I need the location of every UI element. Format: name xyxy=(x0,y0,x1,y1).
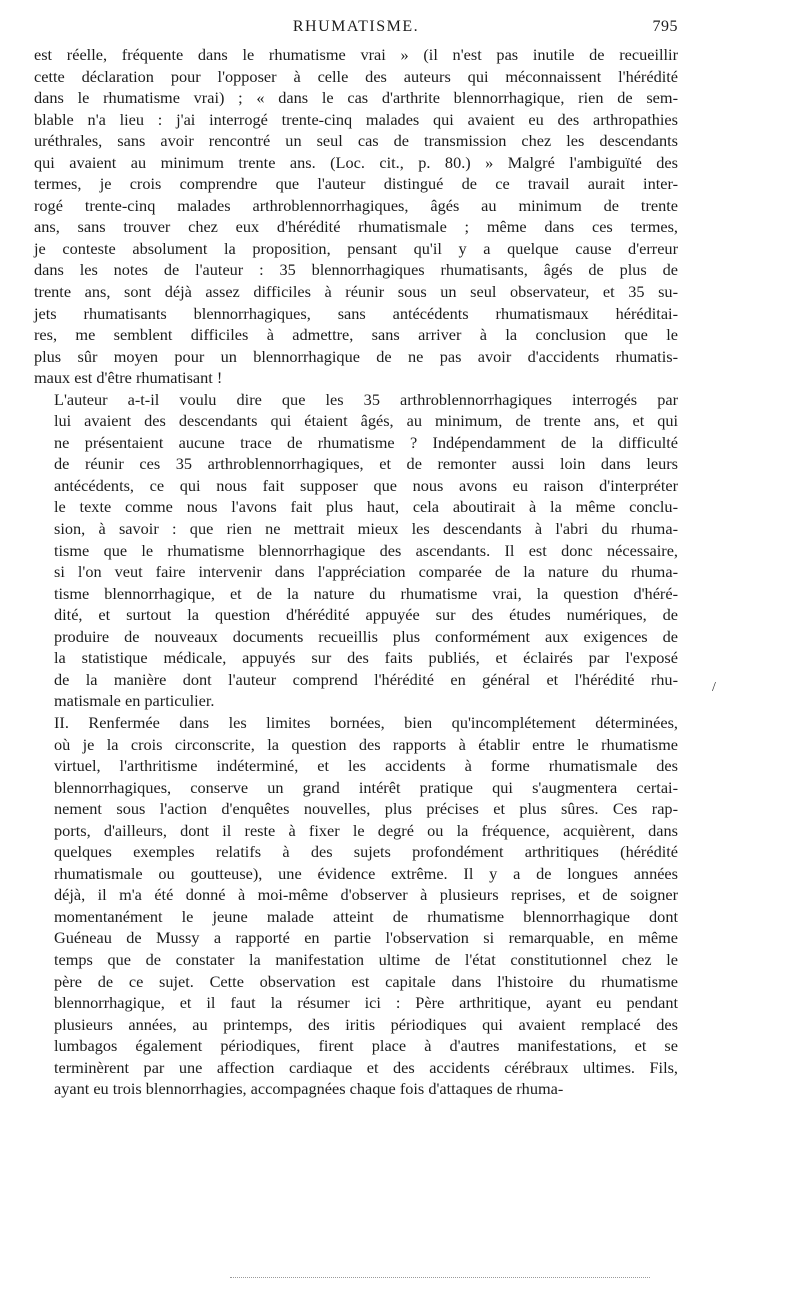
text-line: virtuel, l'arthritisme indéterminé, et les accidents à forme rhumatismale des xyxy=(54,756,678,776)
text-line: père de ce sujet. Cette observation est capitale dans l'histoire du rhumatisme xyxy=(54,971,678,991)
text-line: uréthrales, sans avoir rencontré un seul cas de transmission chez les descendants xyxy=(34,131,678,151)
text-line: ans, sans trouver chez eux d'hérédité rhumatismale ; même dans ces termes, xyxy=(34,217,678,237)
text-line: trente ans, sont déjà assez difficiles à réunir sous un seul observateur, et 35 su- xyxy=(34,282,678,302)
text-line: sion, à savoir : que rien ne mettrait mieux les descendants à l'abri du rhuma- xyxy=(54,519,678,539)
text-line: maux est d'être rhumatisant ! xyxy=(34,368,223,388)
text-line: si l'on veut faire intervenir dans l'appréciation comparée de la nature du rhuma- xyxy=(54,562,678,582)
text-line: dans les notes de l'auteur : 35 blennorrhagiques rhumatisants, âgés de plus de xyxy=(34,260,678,280)
text-line: res, me semblent difficiles à admettre, sans arriver à la conclusion que le xyxy=(34,325,678,345)
text-line: dité, et surtout la question d'hérédité appuyée sur des études numériques, de xyxy=(54,605,678,625)
paragraph xyxy=(34,712,678,1100)
text-line: de réunir ces 35 arthroblennorrhagiques, et de remonter aussi loin dans leurs xyxy=(54,454,678,474)
text-line: momentanément le jeune malade atteint de rhumatisme blennorrhagique dont xyxy=(54,906,678,926)
text-line: cette déclaration pour l'opposer à celle des auteurs qui méconnaissent l'hérédité xyxy=(34,66,678,86)
text-line: temps que de constater la manifestation ultime de l'état constitutionnel chez le xyxy=(54,949,678,969)
text-line: L'auteur a-t-il voulu dire que les 35 arthroblennorrhagiques interrogés par xyxy=(54,389,678,409)
text-line: qui avaient au minimum trente ans. (Loc. cit., p. 80.) » Malgré l'ambiguïté des xyxy=(34,152,678,172)
text-line: ayant eu trois blennorrhagies, accompagnées chaque fois d'attaques de rhuma- xyxy=(54,1079,564,1099)
text-line: ports, d'ailleurs, dont il reste à fixer le degré ou la fréquence, acquièrent, dans xyxy=(54,820,678,840)
book-page xyxy=(34,18,678,1100)
body-text xyxy=(34,44,678,1100)
text-line: où je la crois circonscrite, la question des rapports à établir entre le rhumatisme xyxy=(54,734,678,754)
text-line: plus sûr moyen pour un blennorrhagique de ne pas avoir d'accidents rhumatis- xyxy=(34,346,678,366)
text-line: tisme blennorrhagique, et de la nature du rhumatisme vrai, la question d'héré- xyxy=(54,583,678,603)
text-line: la statistique médicale, appuyés sur des faits publiés, et éclairés par l'exposé xyxy=(54,648,678,668)
running-title: RHUMATISME. xyxy=(292,18,420,35)
text-line: lumbagos également périodiques, firent place à d'autres manifestations, et se xyxy=(54,1036,678,1056)
text-line: ne présentaient aucune trace de rhumatisme ? Indépendamment de la difficulté xyxy=(54,432,678,452)
text-line: plusieurs années, au printemps, des iritis périodiques qui avaient remplacé des xyxy=(54,1014,678,1034)
running-header xyxy=(34,18,678,44)
page-number: 795 xyxy=(652,18,678,35)
text-line: rogé trente-cinq malades arthroblennorrhagiques, âgés au minimum de trente xyxy=(34,195,678,215)
text-line: déjà, il m'a été donné à moi-même d'observer à plusieurs reprises, et de soigner xyxy=(54,885,678,905)
text-line: matismale en particulier. xyxy=(54,691,215,711)
text-line: produire de nouveaux documents recueillis plus conformément aux exigences de xyxy=(54,626,678,646)
text-line: rhumatismale ou goutteuse), une évidence extrême. Il y a de longues années xyxy=(54,863,678,883)
text-line: II. Renfermée dans les limites bornées, bien qu'incomplétement déterminées, xyxy=(54,712,678,732)
text-line: termes, je crois comprendre que l'auteur distingué de ce travail aurait inter- xyxy=(34,174,678,194)
text-line: blennorrhagique, et il faut la résumer ici : Père arthritique, ayant eu pendant xyxy=(54,993,678,1013)
paragraph xyxy=(34,44,678,389)
text-line: Guéneau de Mussy a rapporté en partie l'observation si remarquable, en même xyxy=(54,928,678,948)
text-line: terminèrent par une affection cardiaque et des accidents cérébraux ultimes. Fils, xyxy=(54,1057,678,1077)
text-line: antécédents, ce qui nous fait supposer que nous avons eu raison d'interpréter xyxy=(54,475,678,495)
text-line: nement sous l'action d'enquêtes nouvelles, plus précises et plus sûres. Ces rap- xyxy=(54,799,678,819)
bottom-rule xyxy=(230,1277,650,1278)
text-line: dans le rhumatisme vrai) ; « dans le cas d'arthrite blennorrhagique, rien de sem- xyxy=(34,88,678,108)
text-line: blable n'a lieu : j'ai interrogé trente-cinq malades qui avaient eu des arthropathies xyxy=(34,109,678,129)
text-line: quelques exemples relatifs à des sujets profondément arthritiques (hérédité xyxy=(54,842,678,862)
text-line: lui avaient des descendants qui étaient âgés, au minimum, de trente ans, et qui xyxy=(54,411,678,431)
text-line: est réelle, fréquente dans le rhumatisme vrai » (il n'est pas inutile de recueillir xyxy=(34,45,678,64)
text-line: je conteste absolument la proposition, pensant qu'il y a quelque cause d'erreur xyxy=(34,238,678,258)
text-line: le texte comme nous l'avons fait plus haut, cela aboutirait à la même conclu- xyxy=(54,497,678,517)
paragraph xyxy=(34,389,678,712)
margin-mark: / xyxy=(712,680,716,695)
text-line: blennorrhagiques, conserve un grand intérêt pratique qui s'augmentera certai- xyxy=(54,777,678,797)
text-line: tisme que le rhumatisme blennorrhagique des ascendants. Il est donc nécessaire, xyxy=(54,540,678,560)
text-line: de la manière dont l'auteur comprend l'hérédité en général et l'hérédité rhu- xyxy=(54,669,678,689)
text-line: jets rhumatisants blennorrhagiques, sans antécédents rhumatismaux héréditai- xyxy=(34,303,678,323)
